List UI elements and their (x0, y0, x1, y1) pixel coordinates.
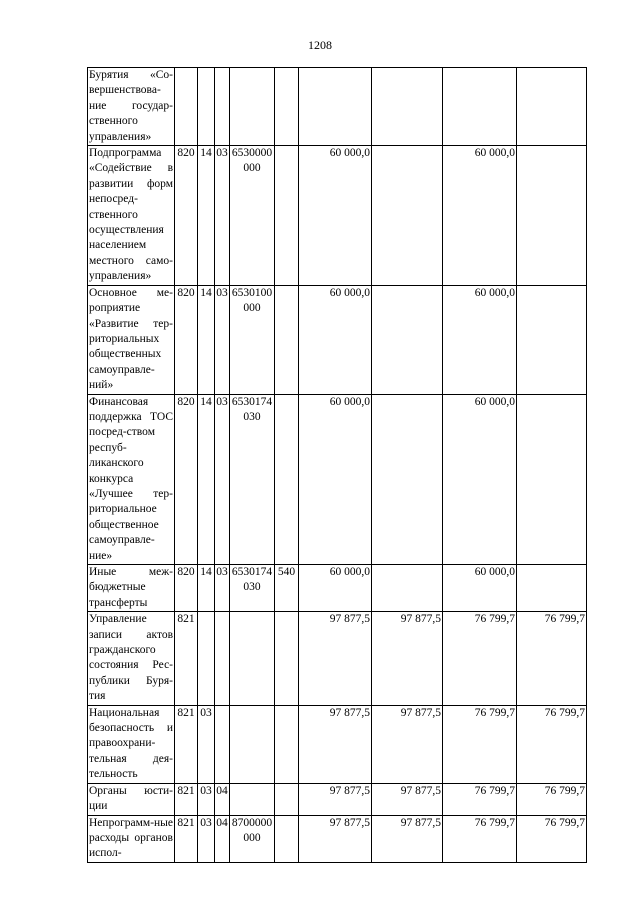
admin-code-cell: 821 (175, 783, 198, 815)
target-article-cell (230, 68, 275, 146)
amount-cell-4 (517, 146, 587, 286)
target-article-cell: 6530174030 (230, 394, 275, 564)
table-body (88, 68, 587, 863)
amount-cell-3: 76 799,7 (443, 815, 517, 862)
item-name-cell: Бурятия «Со-вершенствова-ние государ-ственного управления» (88, 68, 175, 146)
admin-code-cell: 820 (175, 146, 198, 286)
subsection-code-cell (215, 705, 230, 783)
target-article-cell (230, 783, 275, 815)
section-code-cell (198, 612, 215, 705)
subsection-code-cell: 03 (215, 565, 230, 612)
section-code-cell: 03 (198, 705, 215, 783)
amount-cell-4 (517, 285, 587, 394)
item-name-cell: Национальная безопасность и правоохрани-тельная дея-тельность (88, 705, 175, 783)
item-name-cell: Органы юсти-ции (88, 783, 175, 815)
subsection-code-cell: 04 (215, 815, 230, 862)
amount-cell-2 (372, 394, 443, 564)
target-article-cell: 6530000000 (230, 146, 275, 286)
admin-code-cell: 821 (175, 815, 198, 862)
amount-cell-4: 76 799,7 (517, 783, 587, 815)
admin-code-cell: 820 (175, 565, 198, 612)
amount-cell-2: 97 877,5 (372, 612, 443, 705)
amount-cell-1: 97 877,5 (299, 783, 372, 815)
section-code-cell (198, 68, 215, 146)
table-row (88, 394, 587, 564)
admin-code-cell: 821 (175, 612, 198, 705)
table-row (88, 146, 587, 286)
amount-cell-3: 76 799,7 (443, 612, 517, 705)
amount-cell-4: 76 799,7 (517, 815, 587, 862)
amount-cell-1: 97 877,5 (299, 705, 372, 783)
section-code-cell: 03 (198, 815, 215, 862)
item-name-cell: Непрограмм-ные расходы органов испол- (88, 815, 175, 862)
subsection-code-cell (215, 612, 230, 705)
section-code-cell: 14 (198, 285, 215, 394)
admin-code-cell: 820 (175, 394, 198, 564)
table-row (88, 783, 587, 815)
target-article-cell: 6530100000 (230, 285, 275, 394)
amount-cell-1: 97 877,5 (299, 815, 372, 862)
expense-type-cell (275, 815, 299, 862)
expense-type-cell: 540 (275, 565, 299, 612)
expense-type-cell (275, 612, 299, 705)
expense-type-cell (275, 705, 299, 783)
subsection-code-cell: 03 (215, 146, 230, 286)
item-name-cell: Финансовая поддержка ТОС посред-ством респуб-ликанского конкурса «Лучшее тер-риториальное общественное самоуправле-ние» (88, 394, 175, 564)
amount-cell-4 (517, 68, 587, 146)
section-code-cell: 14 (198, 394, 215, 564)
admin-code-cell: 820 (175, 285, 198, 394)
item-name-cell: Основное ме-роприятие «Развитие тер-риториальных общественных самоуправле-ний» (88, 285, 175, 394)
budget-table (87, 67, 587, 863)
section-code-cell: 03 (198, 783, 215, 815)
amount-cell-1 (299, 68, 372, 146)
amount-cell-2 (372, 68, 443, 146)
table-row (88, 285, 587, 394)
admin-code-cell (175, 68, 198, 146)
amount-cell-2 (372, 146, 443, 286)
amount-cell-1: 97 877,5 (299, 612, 372, 705)
amount-cell-2: 97 877,5 (372, 815, 443, 862)
amount-cell-3: 76 799,7 (443, 705, 517, 783)
amount-cell-4 (517, 394, 587, 564)
amount-cell-2 (372, 565, 443, 612)
item-name-cell: Управление записи актов гражданского состояния Рес-публики Буря-тия (88, 612, 175, 705)
amount-cell-3: 60 000,0 (443, 146, 517, 286)
amount-cell-3: 60 000,0 (443, 565, 517, 612)
target-article-cell: 8700000000 (230, 815, 275, 862)
section-code-cell: 14 (198, 565, 215, 612)
target-article-cell (230, 612, 275, 705)
subsection-code-cell: 04 (215, 783, 230, 815)
subsection-code-cell: 03 (215, 394, 230, 564)
table-row (88, 68, 587, 146)
item-name-cell: Иные меж-бюджетные трансферты (88, 565, 175, 612)
amount-cell-1: 60 000,0 (299, 285, 372, 394)
table-row (88, 612, 587, 705)
amount-cell-1: 60 000,0 (299, 394, 372, 564)
amount-cell-1: 60 000,0 (299, 565, 372, 612)
expense-type-cell (275, 68, 299, 146)
amount-cell-3: 76 799,7 (443, 783, 517, 815)
subsection-code-cell (215, 68, 230, 146)
section-code-cell: 14 (198, 146, 215, 286)
amount-cell-4: 76 799,7 (517, 612, 587, 705)
amount-cell-4 (517, 565, 587, 612)
expense-type-cell (275, 285, 299, 394)
page-number: 1208 (308, 38, 332, 52)
amount-cell-3 (443, 68, 517, 146)
amount-cell-4: 76 799,7 (517, 705, 587, 783)
subsection-code-cell: 03 (215, 285, 230, 394)
amount-cell-1: 60 000,0 (299, 146, 372, 286)
expense-type-cell (275, 146, 299, 286)
expense-type-cell (275, 783, 299, 815)
table-row (88, 565, 587, 612)
table-row (88, 815, 587, 862)
amount-cell-3: 60 000,0 (443, 285, 517, 394)
item-name-cell: Подпрограмма «Содействие в развитии форм непосред-ственного осуществления населением местного само-управления» (88, 146, 175, 286)
amount-cell-2: 97 877,5 (372, 705, 443, 783)
target-article-cell: 6530174030 (230, 565, 275, 612)
target-article-cell (230, 705, 275, 783)
table-row (88, 705, 587, 783)
admin-code-cell: 821 (175, 705, 198, 783)
amount-cell-2: 97 877,5 (372, 783, 443, 815)
expense-type-cell (275, 394, 299, 564)
amount-cell-3: 60 000,0 (443, 394, 517, 564)
amount-cell-2 (372, 285, 443, 394)
